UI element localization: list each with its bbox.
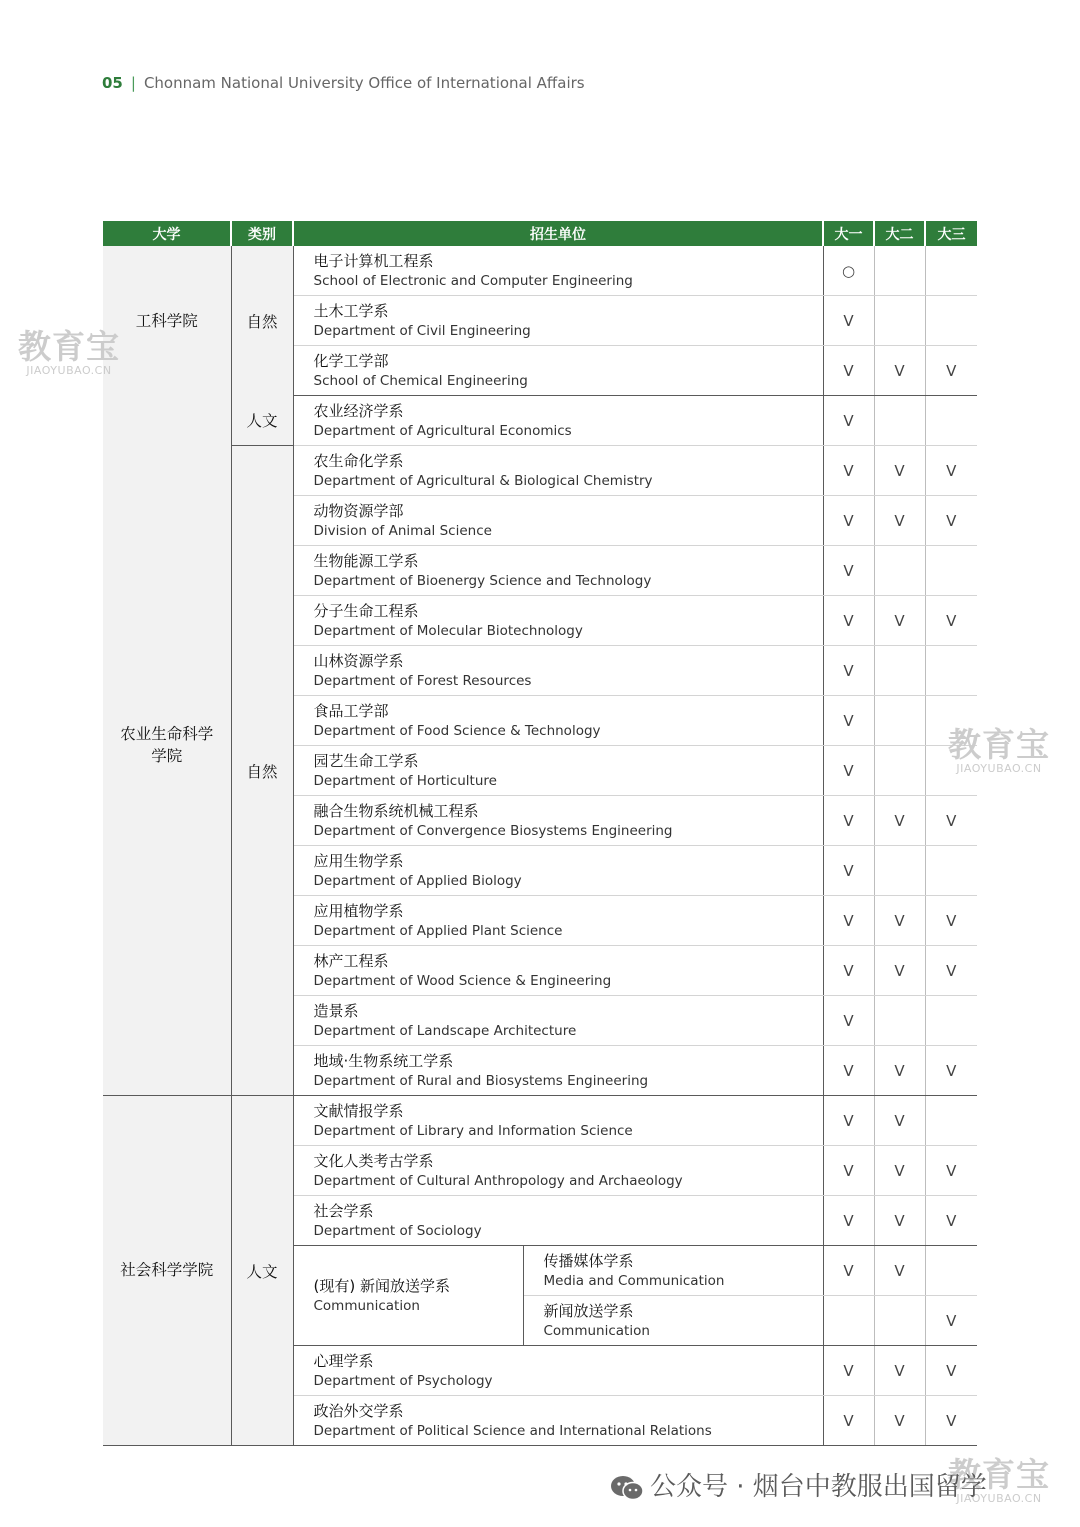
- header-college: 大学: [103, 221, 231, 246]
- unit-english: Department of Political Science and International Relations: [313, 1422, 712, 1439]
- unit-english: Department of Applied Biology: [313, 872, 522, 889]
- unit-korean: 电子计算机工程系: [313, 252, 434, 271]
- mark-year1: V: [823, 996, 874, 1046]
- mark-year3: V: [925, 446, 977, 496]
- unit-korean: 食品工学部: [313, 702, 389, 721]
- mark-year1: V: [823, 1046, 874, 1096]
- unit-cell: [293, 996, 823, 1046]
- unit-korean: 动物资源学部: [313, 502, 404, 521]
- mark-year3: V: [925, 1196, 977, 1246]
- admission-table: [103, 221, 977, 1446]
- mark-year2: [874, 1296, 925, 1346]
- college-social-sciences: 社会科学学院: [103, 1096, 231, 1446]
- mark-year3: [925, 396, 977, 446]
- mark-year1: V: [823, 696, 874, 746]
- header-title: Chonnam National University Office of International Affairs: [143, 74, 585, 92]
- mark-year3: [925, 546, 977, 596]
- unit-korean: 山林资源学系: [313, 652, 404, 671]
- watermark-subtext: JIAOYUBAO.CN: [26, 364, 112, 377]
- unit-english: Department of Wood Science & Engineering: [313, 972, 612, 989]
- mark-year2: V: [874, 796, 925, 846]
- unit-cell: [293, 346, 823, 396]
- unit-english: Department of Sociology: [313, 1222, 482, 1239]
- unit-english: Division of Animal Science: [313, 522, 492, 539]
- unit-cell: [293, 596, 823, 646]
- mark-year2: V: [874, 896, 925, 946]
- mark-year3: V: [925, 946, 977, 996]
- unit-korean: 融合生物系统机械工程系: [313, 802, 479, 821]
- mark-year1: V: [823, 1396, 874, 1446]
- mark-year1: V: [823, 646, 874, 696]
- unit-korean: 农业经济学系: [313, 402, 404, 421]
- watermark-subtext: JIAOYUBAO.CN: [956, 762, 1042, 775]
- unit-cell: [293, 496, 823, 546]
- mark-year2: [874, 296, 925, 346]
- unit-cell: [293, 696, 823, 746]
- mark-year2: [874, 396, 925, 446]
- college-agriculture: 农业生命科学 学院: [103, 396, 231, 1096]
- unit-cell: [293, 1046, 823, 1096]
- unit-korean: 造景系: [313, 1002, 359, 1021]
- watermark-text: 教育宝: [948, 1455, 1050, 1494]
- unit-korean: 土木工学系: [313, 302, 389, 321]
- unit-english: Department of Psychology: [313, 1372, 493, 1389]
- table-row: [103, 246, 977, 296]
- unit-english: Department of Agricultural & Biological Chemistry: [313, 472, 653, 489]
- mark-year2: V: [874, 596, 925, 646]
- mark-year2: V: [874, 1246, 925, 1296]
- watermark: [18, 327, 120, 377]
- watermark-text: 教育宝: [18, 327, 120, 366]
- mark-year3: [925, 1246, 977, 1296]
- mark-year2: [874, 746, 925, 796]
- unit-korean: 分子生命工程系: [313, 602, 419, 621]
- unit-english: Communication: [543, 1322, 650, 1339]
- header-separator: |: [130, 74, 136, 92]
- category-humanities: 人文: [231, 396, 293, 446]
- mark-year2: V: [874, 1096, 925, 1146]
- mark-year1: [823, 1296, 874, 1346]
- unit-english: Department of Horticulture: [313, 772, 497, 789]
- table-row: [103, 396, 977, 446]
- header-year3: 大三: [925, 221, 977, 246]
- unit-english: Department of Food Science & Technology: [313, 722, 601, 739]
- footer-text: 公众号 · 烟台中教服出国留学: [650, 1472, 987, 1502]
- unit-cell: [293, 1396, 823, 1446]
- mark-year1: V: [823, 446, 874, 496]
- unit-english: Department of Agricultural Economics: [313, 422, 572, 439]
- unit-korean: 应用植物学系: [313, 902, 404, 921]
- mark-year1: V: [823, 1096, 874, 1146]
- unit-english: Department of Rural and Biosystems Engineering: [313, 1072, 649, 1089]
- watermark: [948, 725, 1050, 775]
- table-header-row: [103, 221, 977, 246]
- unit-cell: [293, 446, 823, 496]
- mark-year3: [925, 846, 977, 896]
- unit-korean: (现有) 新闻放送学系: [313, 1277, 450, 1296]
- mark-year2: V: [874, 346, 925, 396]
- unit-korean: 农生命化学系: [313, 452, 404, 471]
- mark-year3: V: [925, 1046, 977, 1096]
- mark-year3: V: [925, 896, 977, 946]
- unit-english: Department of Cultural Anthropology and Archaeology: [313, 1172, 683, 1189]
- unit-cell: [523, 1246, 823, 1296]
- unit-korean: 化学工学部: [313, 352, 389, 371]
- mark-year1: V: [823, 296, 874, 346]
- unit-cell: [523, 1296, 823, 1346]
- communication-group-cell: [293, 1246, 523, 1346]
- mark-year1: V: [823, 846, 874, 896]
- unit-cell: [293, 796, 823, 846]
- college-engineering: 工科学院: [103, 246, 231, 396]
- category-humanities: 人文: [231, 1096, 293, 1446]
- mark-year3: [925, 1096, 977, 1146]
- mark-year1: V: [823, 596, 874, 646]
- unit-cell: [293, 1346, 823, 1396]
- unit-english: Department of Bioenergy Science and Technology: [313, 572, 652, 589]
- unit-korean: 园艺生命工学系: [313, 752, 419, 771]
- unit-cell: [293, 946, 823, 996]
- mark-year1: V: [823, 1146, 874, 1196]
- page-number: 05: [102, 74, 123, 92]
- mark-year3: [925, 246, 977, 296]
- unit-cell: [293, 1146, 823, 1196]
- category-natural: 自然: [231, 246, 293, 396]
- header-year1: 大一: [823, 221, 874, 246]
- unit-korean: 心理学系: [313, 1352, 374, 1371]
- unit-korean: 政治外交学系: [313, 1402, 404, 1421]
- mark-year3: V: [925, 346, 977, 396]
- category-natural: 自然: [231, 446, 293, 1096]
- mark-year2: [874, 846, 925, 896]
- unit-korean: 应用生物学系: [313, 852, 404, 871]
- header-year2: 大二: [874, 221, 925, 246]
- wechat-icon: [610, 1475, 644, 1501]
- unit-english: Department of Civil Engineering: [313, 322, 531, 339]
- unit-cell: [293, 1196, 823, 1246]
- watermark-text: 教育宝: [948, 725, 1050, 764]
- mark-year2: V: [874, 1146, 925, 1196]
- mark-year3: V: [925, 796, 977, 846]
- mark-year1: V: [823, 346, 874, 396]
- unit-korean: 林产工程系: [313, 952, 389, 971]
- mark-year2: [874, 996, 925, 1046]
- unit-cell: [293, 396, 823, 446]
- unit-cell: [293, 296, 823, 346]
- mark-year1: V: [823, 396, 874, 446]
- unit-english: Department of Library and Information Science: [313, 1122, 633, 1139]
- mark-year2: V: [874, 946, 925, 996]
- unit-cell: [293, 746, 823, 796]
- mark-year3: V: [925, 1346, 977, 1396]
- mark-year1: V: [823, 496, 874, 546]
- unit-cell: [293, 1096, 823, 1146]
- mark-year1: V: [823, 946, 874, 996]
- page-header: [102, 74, 585, 92]
- header-category: 类别: [231, 221, 293, 246]
- mark-year3: [925, 996, 977, 1046]
- mark-year2: V: [874, 1346, 925, 1396]
- mark-year2: V: [874, 446, 925, 496]
- mark-year3: [925, 296, 977, 346]
- unit-korean: 传播媒体学系: [543, 1252, 634, 1271]
- mark-year3: V: [925, 1296, 977, 1346]
- unit-korean: 文献情报学系: [313, 1102, 404, 1121]
- mark-year3: V: [925, 596, 977, 646]
- mark-year2: [874, 646, 925, 696]
- unit-english: Department of Convergence Biosystems Engineering: [313, 822, 673, 839]
- unit-english: School of Chemical Engineering: [313, 372, 528, 389]
- mark-year3: V: [925, 1146, 977, 1196]
- mark-year1: V: [823, 896, 874, 946]
- mark-year2: V: [874, 496, 925, 546]
- table-row: [103, 1096, 977, 1146]
- mark-year2: [874, 246, 925, 296]
- unit-english: Department of Applied Plant Science: [313, 922, 563, 939]
- mark-year1: V: [823, 1246, 874, 1296]
- unit-cell: [293, 246, 823, 296]
- unit-english: Communication: [313, 1297, 420, 1314]
- mark-year1: ○: [823, 246, 874, 296]
- mark-year3: V: [925, 496, 977, 546]
- mark-year2: [874, 696, 925, 746]
- watermark-subtext: JIAOYUBAO.CN: [956, 1492, 1042, 1505]
- unit-english: Department of Molecular Biotechnology: [313, 622, 583, 639]
- mark-year1: V: [823, 1346, 874, 1396]
- unit-korean: 地域·生物系统工学系: [313, 1052, 454, 1071]
- unit-english: Department of Landscape Architecture: [313, 1022, 577, 1039]
- mark-year3: V: [925, 1396, 977, 1446]
- table-row: [103, 446, 977, 496]
- footer: [610, 1466, 987, 1503]
- unit-korean: 生物能源工学系: [313, 552, 419, 571]
- mark-year1: V: [823, 796, 874, 846]
- unit-korean: 文化人类考古学系: [313, 1152, 434, 1171]
- unit-korean: 新闻放送学系: [543, 1302, 634, 1321]
- mark-year2: V: [874, 1196, 925, 1246]
- mark-year1: V: [823, 1196, 874, 1246]
- unit-cell: [293, 846, 823, 896]
- mark-year1: V: [823, 546, 874, 596]
- unit-korean: 社会学系: [313, 1202, 374, 1221]
- mark-year2: V: [874, 1396, 925, 1446]
- unit-cell: [293, 646, 823, 696]
- unit-cell: [293, 896, 823, 946]
- unit-english: School of Electronic and Computer Engineering: [313, 272, 633, 289]
- unit-english: Media and Communication: [543, 1272, 725, 1289]
- unit-cell: [293, 546, 823, 596]
- mark-year3: [925, 646, 977, 696]
- mark-year1: V: [823, 746, 874, 796]
- mark-year2: V: [874, 1046, 925, 1096]
- mark-year2: [874, 546, 925, 596]
- header-unit: 招生单位: [293, 221, 823, 246]
- unit-english: Department of Forest Resources: [313, 672, 532, 689]
